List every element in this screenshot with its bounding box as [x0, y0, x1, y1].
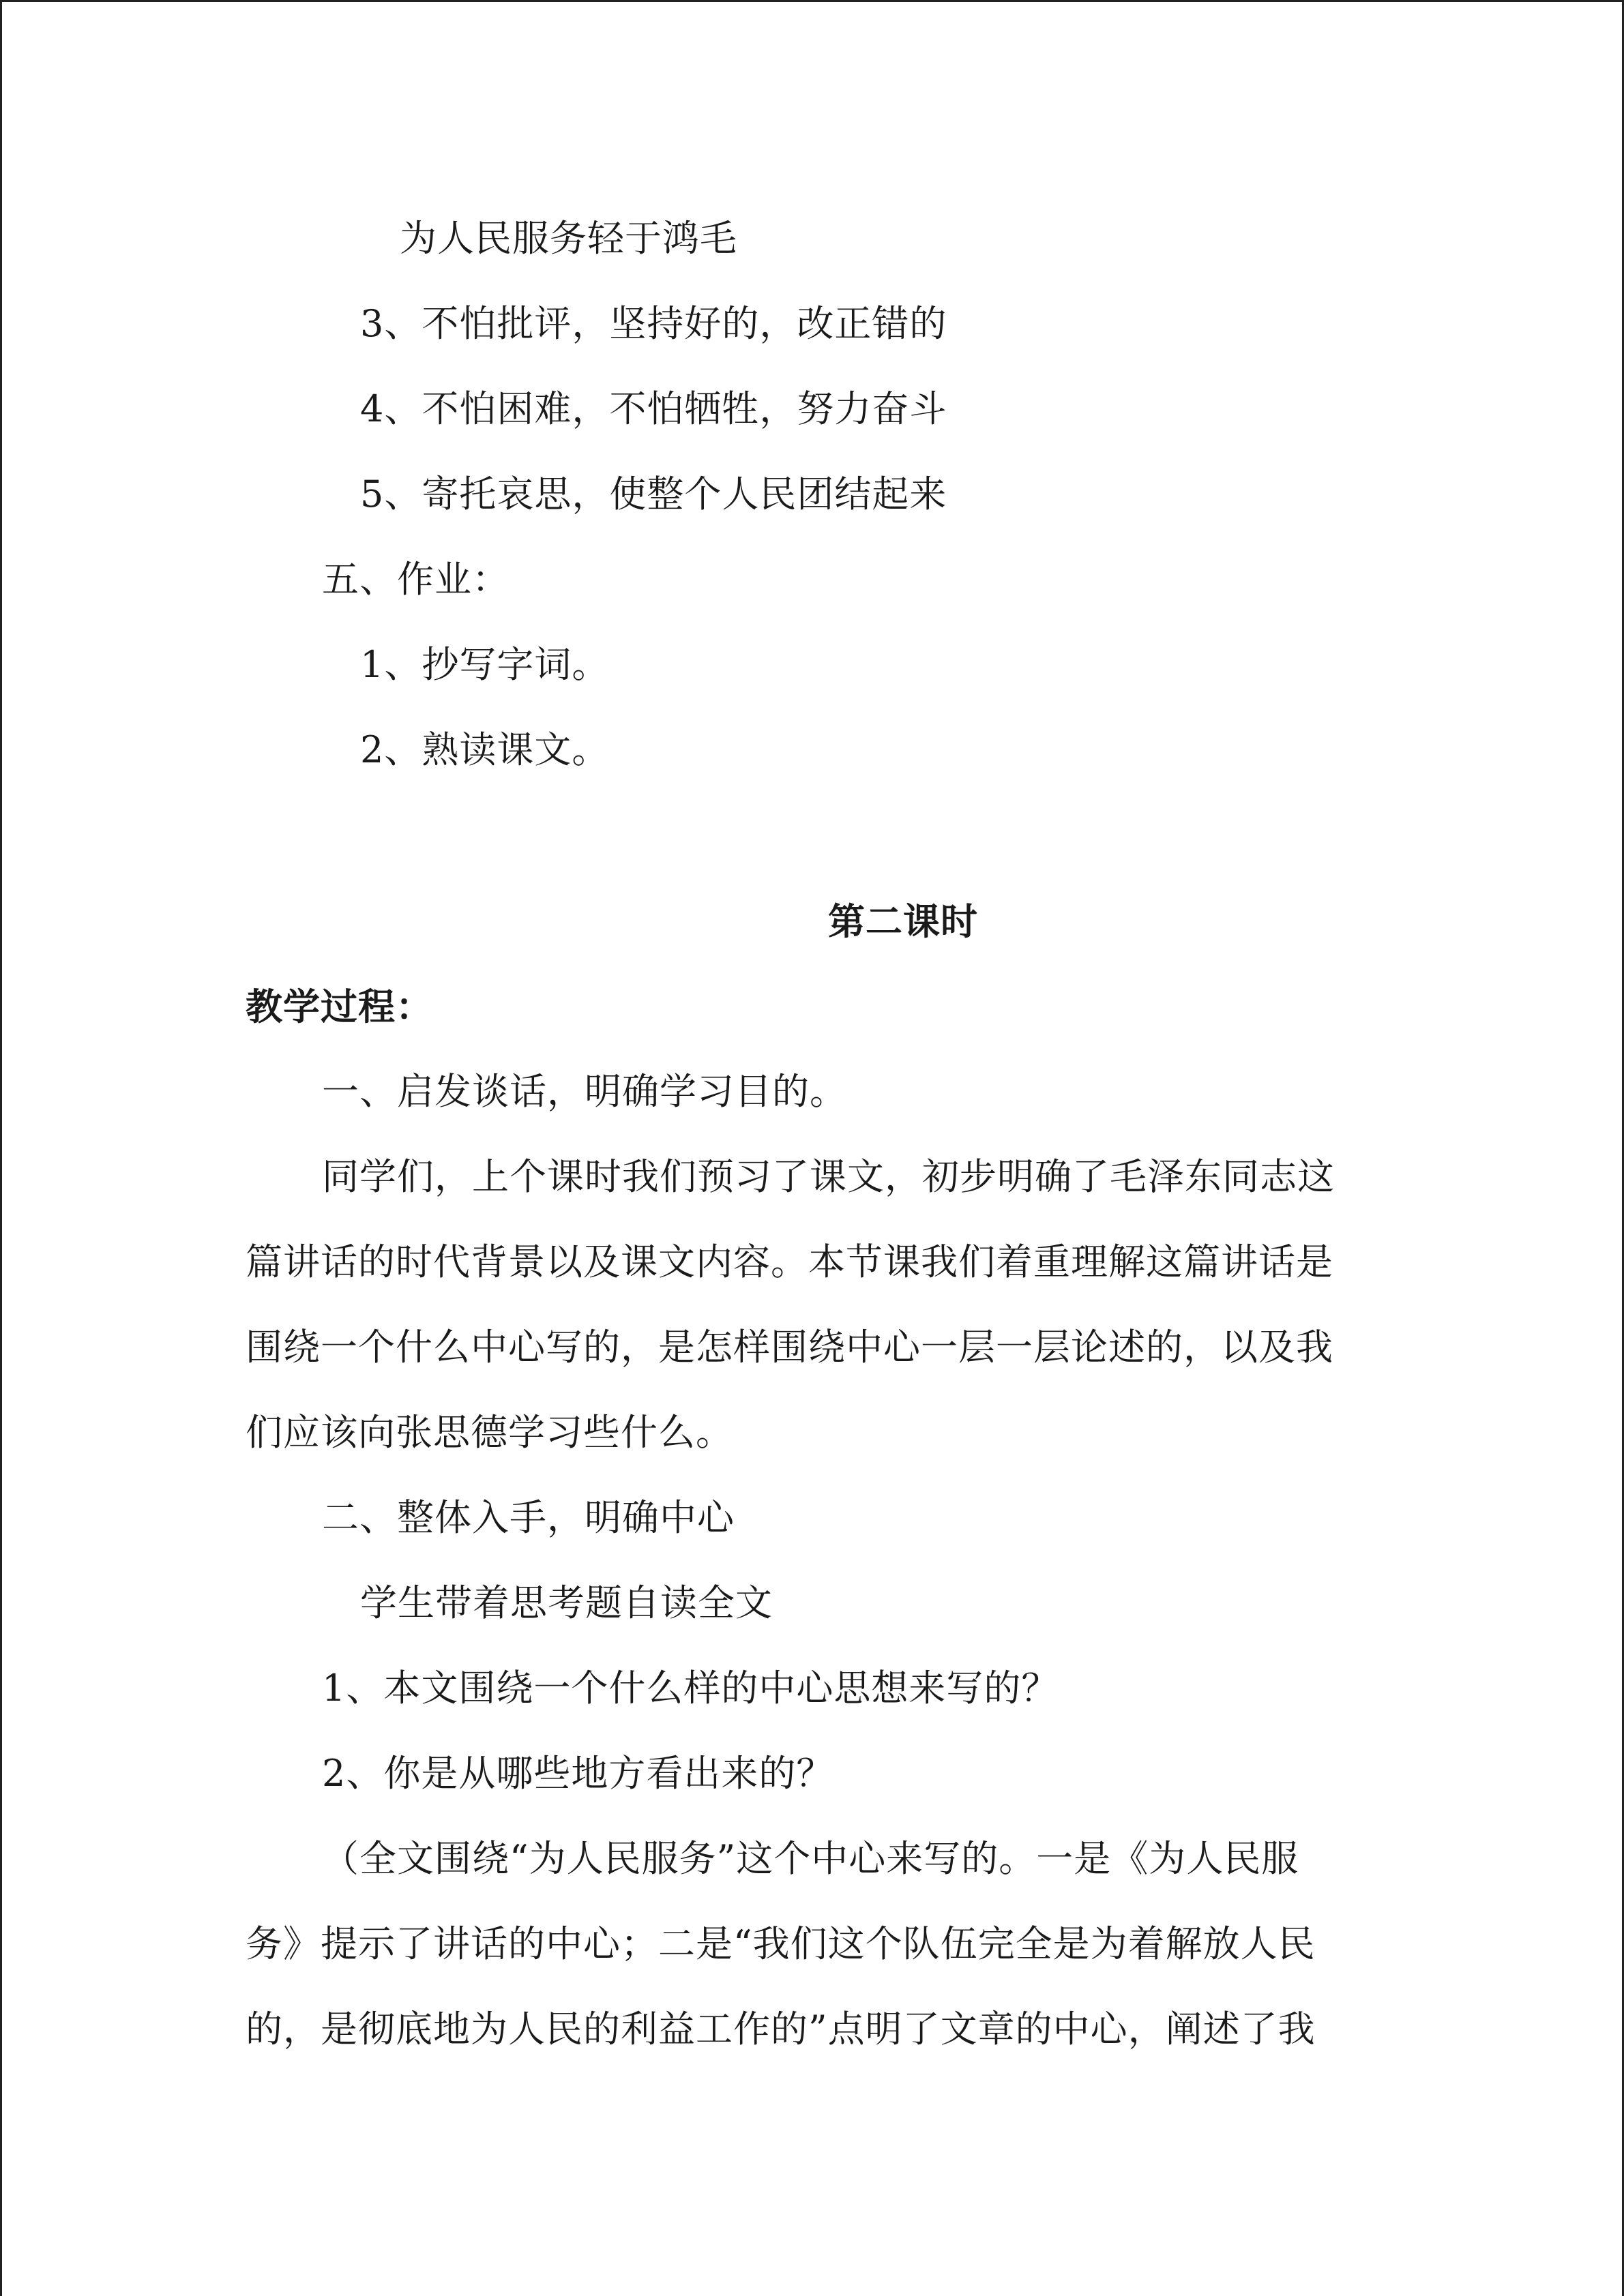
list-item: 2、你是从哪些地方看出来的？	[322, 1752, 834, 1795]
section-heading: 二、整体入手，明确中心	[322, 1496, 735, 1539]
paragraph-line: 篇讲话的时代背景以及课文内容。本节课我们着重理解这篇讲话是	[246, 1240, 1333, 1283]
text-line: 学生带着思考题自读全文	[360, 1581, 773, 1624]
list-item: 4、不怕困难，不怕牺牲，努力奋斗	[360, 387, 947, 430]
paragraph-line: 们应该向张思德学习些什么。	[246, 1411, 733, 1454]
list-item: 1、抄写字词。	[360, 643, 610, 686]
paragraph-line: 同学们，上个课时我们预习了课文，初步明确了毛泽东同志这	[322, 1155, 1335, 1198]
list-item: 5、寄托哀思，使整个人民团结起来	[360, 473, 947, 516]
page-title: 第二课时	[828, 899, 978, 943]
list-item: 3、不怕批评，坚持好的，改正错的	[360, 302, 947, 345]
paragraph-line: 的，是彻底地为人民的利益工作的”点明了文章的中心，阐述了我	[246, 2008, 1316, 2051]
list-item: 1、本文围绕一个什么样的中心思想来写的？	[322, 1667, 1059, 1710]
paragraph-line: 务》提示了讲话的中心；二是“我们这个队伍完全是为着解放人民	[246, 1922, 1316, 1965]
list-item: 2、熟读课文。	[360, 728, 610, 771]
section-heading: 一、启发谈话，明确学习目的。	[322, 1070, 847, 1113]
section-heading: 五、作业：	[322, 558, 510, 601]
section-heading: 教学过程：	[246, 985, 433, 1028]
paragraph-line: （全文围绕“为人民服务”这个中心来写的。一是《为人民服	[322, 1837, 1299, 1880]
paragraph-line: 围绕一个什么中心写的，是怎样围绕中心一层一层论述的，以及我	[246, 1326, 1333, 1369]
text-line: 为人民服务轻于鸿毛	[400, 217, 737, 260]
